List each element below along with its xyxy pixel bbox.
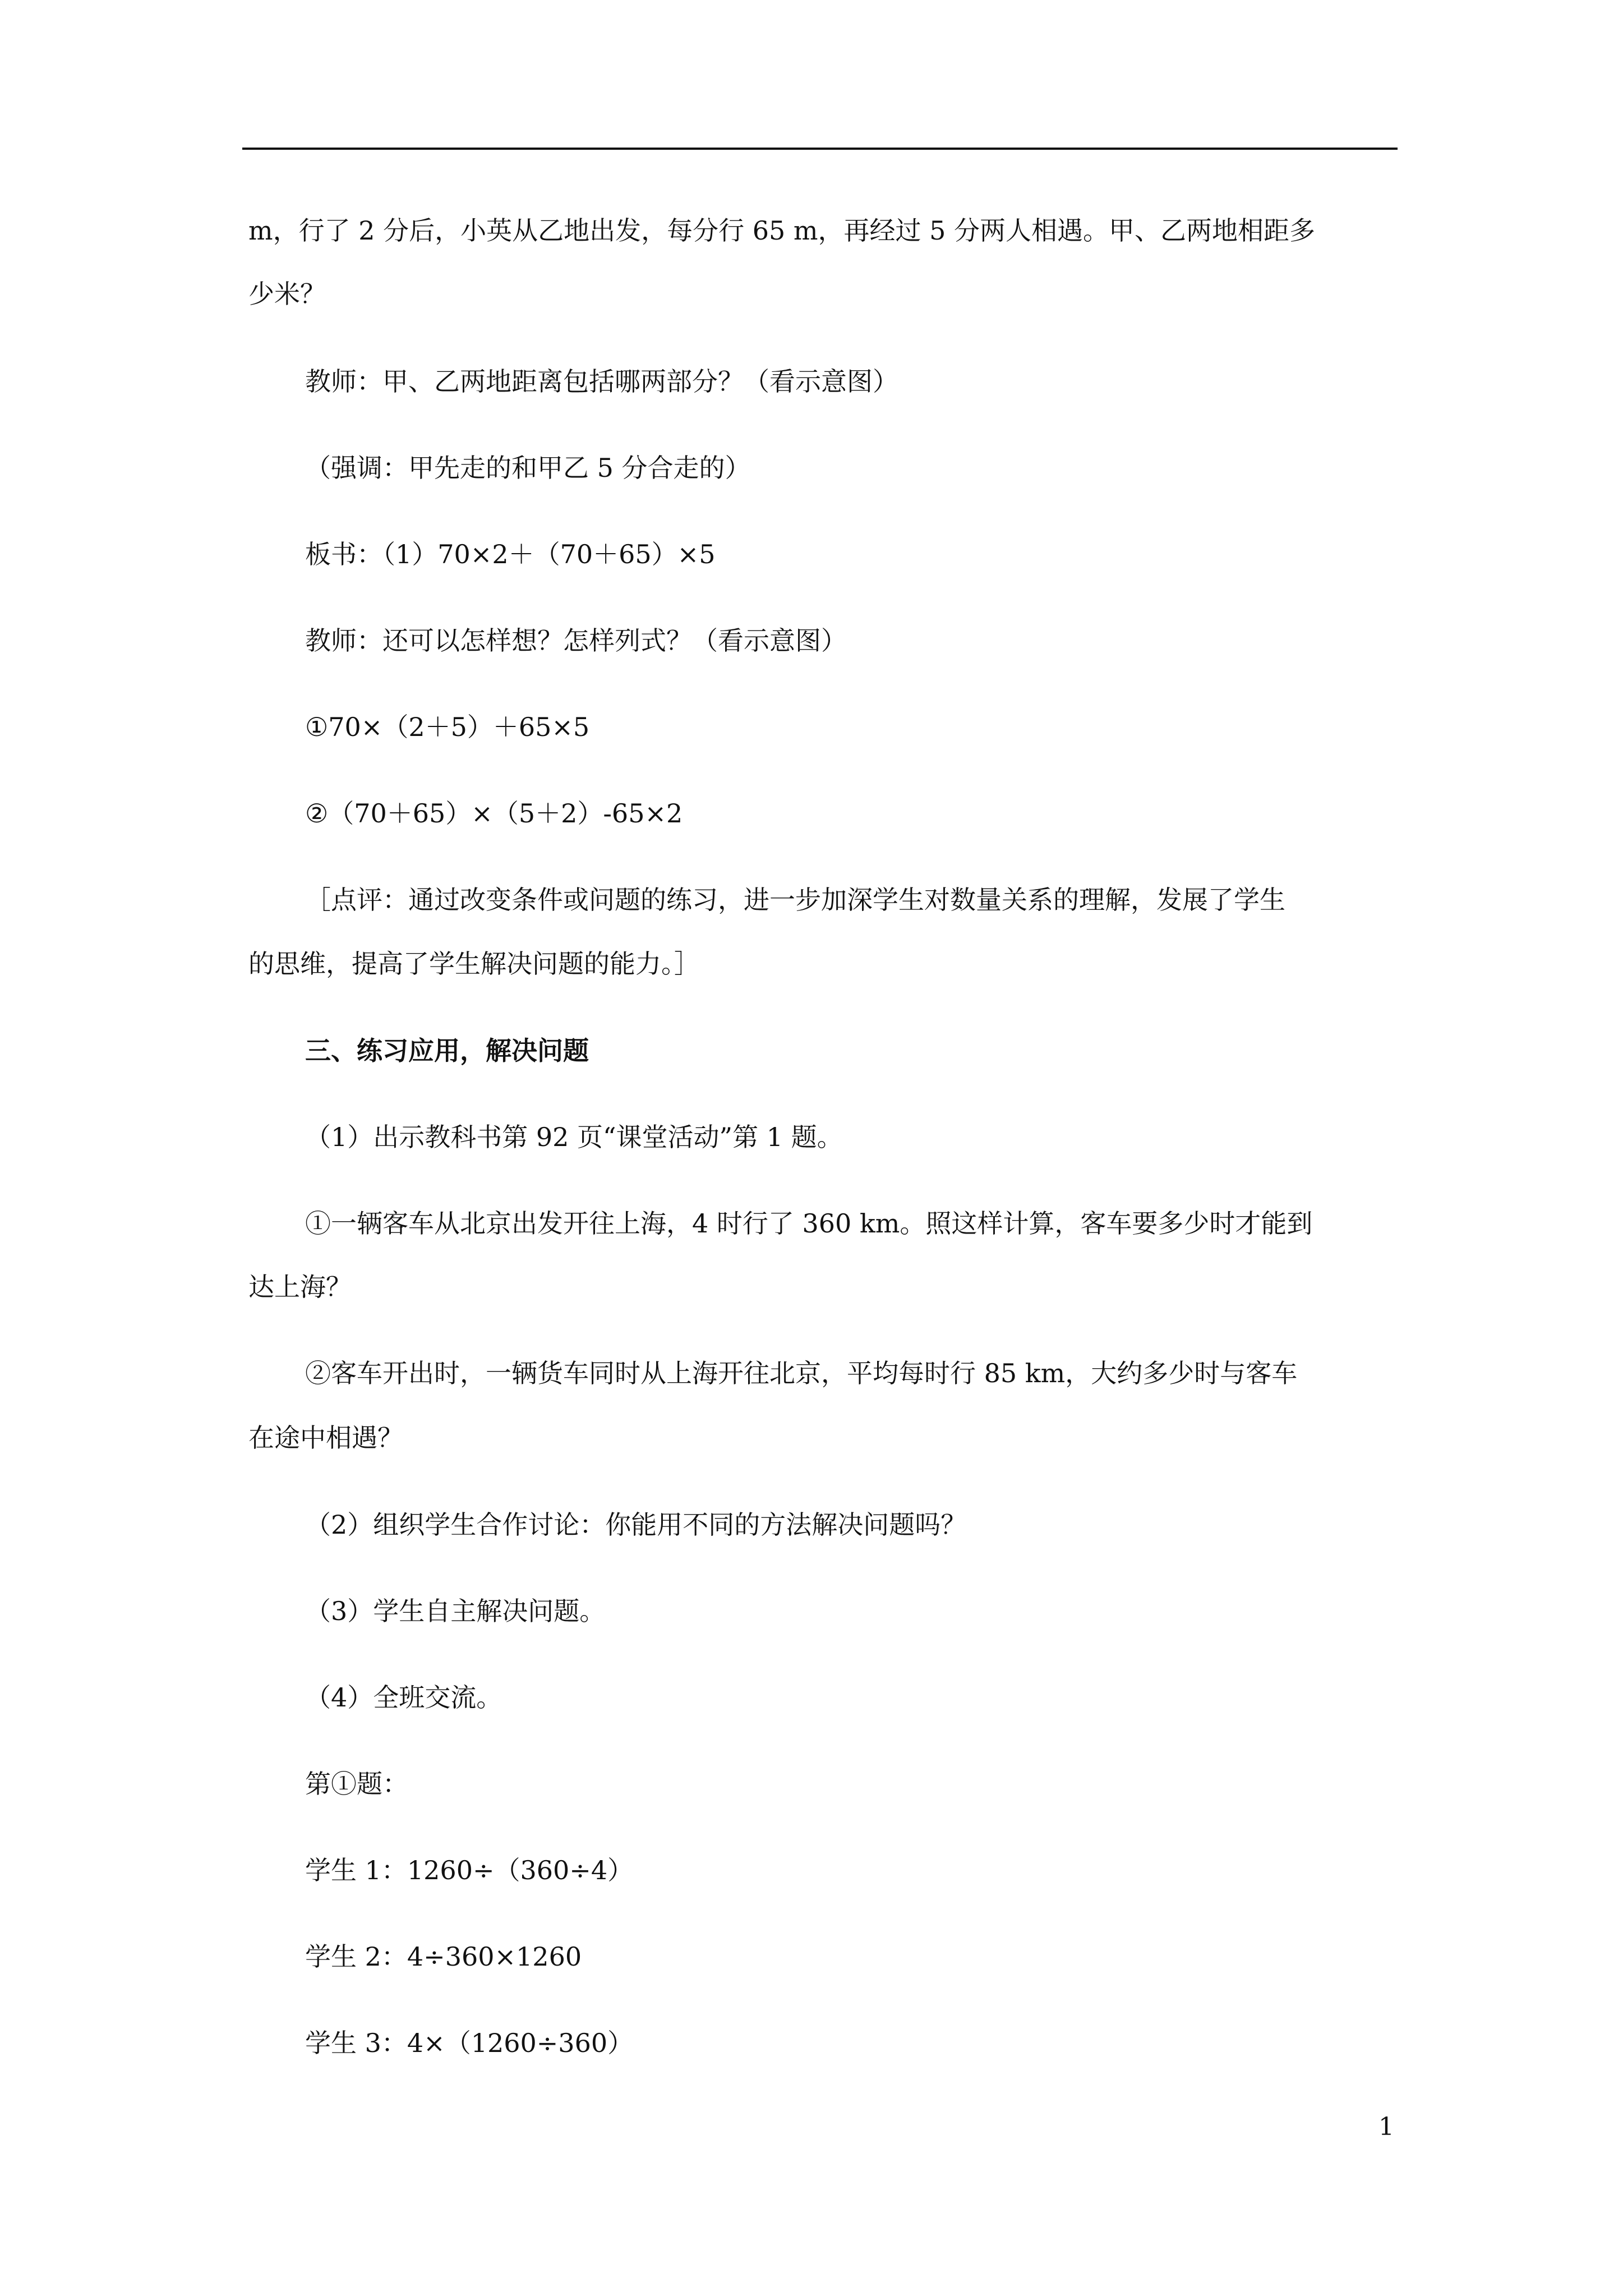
text-line-15: ②客车开出时，一辆货车同时从上海开往北京，平均每时行 85 km，大约多少时与客车: [305, 1358, 1298, 1388]
text-line-9: ［点评：通过改变条件或问题的练习，进一步加深学生对数量关系的理解，发展了学生: [305, 885, 1285, 915]
page-number: 1: [1378, 2113, 1394, 2141]
text-line-20: 第①题：: [305, 1769, 408, 1799]
text-line-6: 教师：还可以怎样想？怎样列式？（看示意图）: [305, 625, 847, 656]
text-line-1: m，行了 2 分后，小英从乙地出发，每分行 65 m，再经过 5 分两人相遇。甲、乙两地相距多: [248, 215, 1316, 246]
text-line-4: （强调：甲先走的和甲乙 5 分合走的）: [305, 453, 751, 483]
header-rule: [242, 148, 1398, 150]
text-line-5: 板书：（1）70×2＋（70＋65）×5: [305, 539, 716, 569]
text-line-22: 学生 2：4÷360×1260: [305, 1941, 582, 1972]
text-line-16: 在途中相遇？: [248, 1423, 403, 1453]
text-line-23: 学生 3：4×（1260÷360）: [305, 2028, 634, 2058]
text-line-21: 学生 1：1260÷（360÷4）: [305, 1855, 634, 1885]
text-line-18: （3）学生自主解决问题。: [305, 1596, 606, 1626]
text-line-7: ①70×（2＋5）＋65×5: [305, 712, 590, 742]
text-line-14: 达上海？: [248, 1272, 352, 1302]
text-line-8: ②（70＋65）×（5＋2）-65×2: [305, 798, 683, 829]
text-line-2: 少米？: [248, 279, 326, 309]
section-heading: 三、练习应用，解决问题: [305, 1036, 589, 1066]
text-line-17: （2）组织学生合作讨论：你能用不同的方法解决问题吗？: [305, 1510, 967, 1540]
text-line-19: （4）全班交流。: [305, 1682, 502, 1713]
text-line-12: （1）出示教科书第 92 页“课堂活动”第 1 题。: [305, 1122, 843, 1152]
text-line-13: ①一辆客车从北京出发开往上海，4 时行了 360 km。照这样计算，客车要多少时才能到: [305, 1208, 1313, 1239]
text-line-3: 教师：甲、乙两地距离包括哪两部分？（看示意图）: [305, 366, 898, 397]
text-line-10: 的思维，提高了学生解决问题的能力。］: [248, 949, 700, 979]
